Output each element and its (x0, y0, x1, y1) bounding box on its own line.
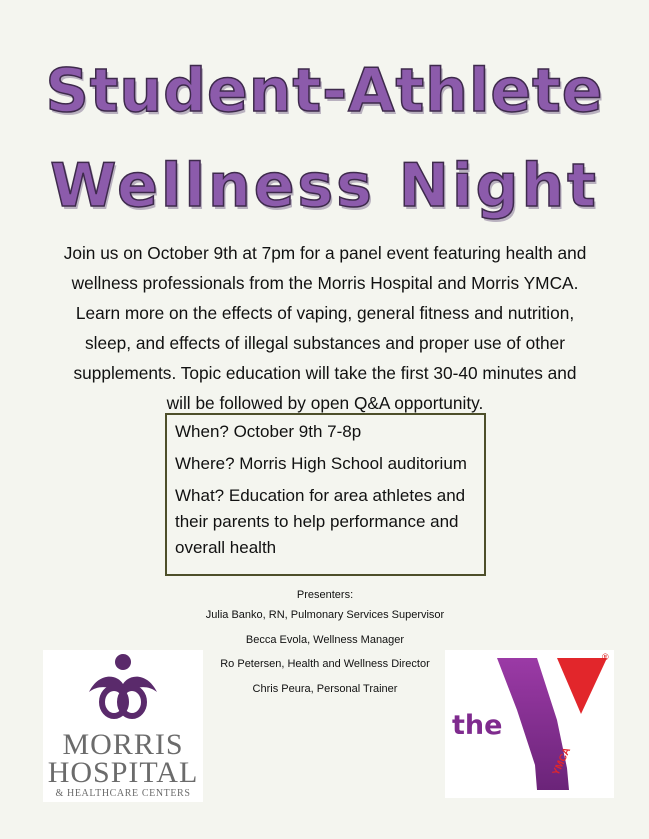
presenter-item: Becca Evola, Wellness Manager (245, 633, 405, 646)
where-line: Where? Morris High School auditorium (175, 454, 467, 473)
presenter-item: Julia Banko, RN, Pulmonary Services Supervisor (205, 609, 445, 621)
hospital-word: HOSPITAL (47, 756, 199, 789)
presenters-heading: Presenters: (296, 589, 354, 601)
registered-mark: ® (602, 652, 609, 662)
event-details-box (165, 413, 486, 576)
healthcare-centers-word: & HEALTHCARE CENTERS (55, 788, 191, 799)
when-line: When? October 9th 7-8p (175, 422, 362, 441)
morris-hospital-emblem-icon (83, 652, 163, 728)
presenter-item: Ro Petersen, Health and Wellness Director (220, 658, 430, 670)
morris-hospital-logo (43, 650, 203, 802)
intro-paragraph: Join us on October 9th at 7pm for a panel event featuring health and wellness professionals from the Morris Hospital and Morris YMCA. Learn more on the effects of vaping, general fitness and nutrition, sleep, and effects of illegal substances and proper use of other supplements. Topic education will take the first 30-40 minutes and will be followed by open Q&A opportunity. (63, 243, 587, 413)
presenter-item: Chris Peura, Personal Trainer (252, 682, 398, 695)
presenters-section (175, 588, 475, 706)
title-line-2: Wellness Night (50, 151, 599, 221)
morris-word: MORRIS (62, 728, 184, 761)
title-line-1: Student-Athlete (45, 56, 604, 126)
ymca-y-logo-icon (445, 650, 614, 798)
ymca-the-text: the (452, 710, 503, 741)
ymca-mark-text: YMCA (550, 745, 574, 778)
what-line: What? Education for area athletes and their parents to help performance and overall health (175, 486, 466, 557)
ymca-logo (445, 650, 614, 798)
